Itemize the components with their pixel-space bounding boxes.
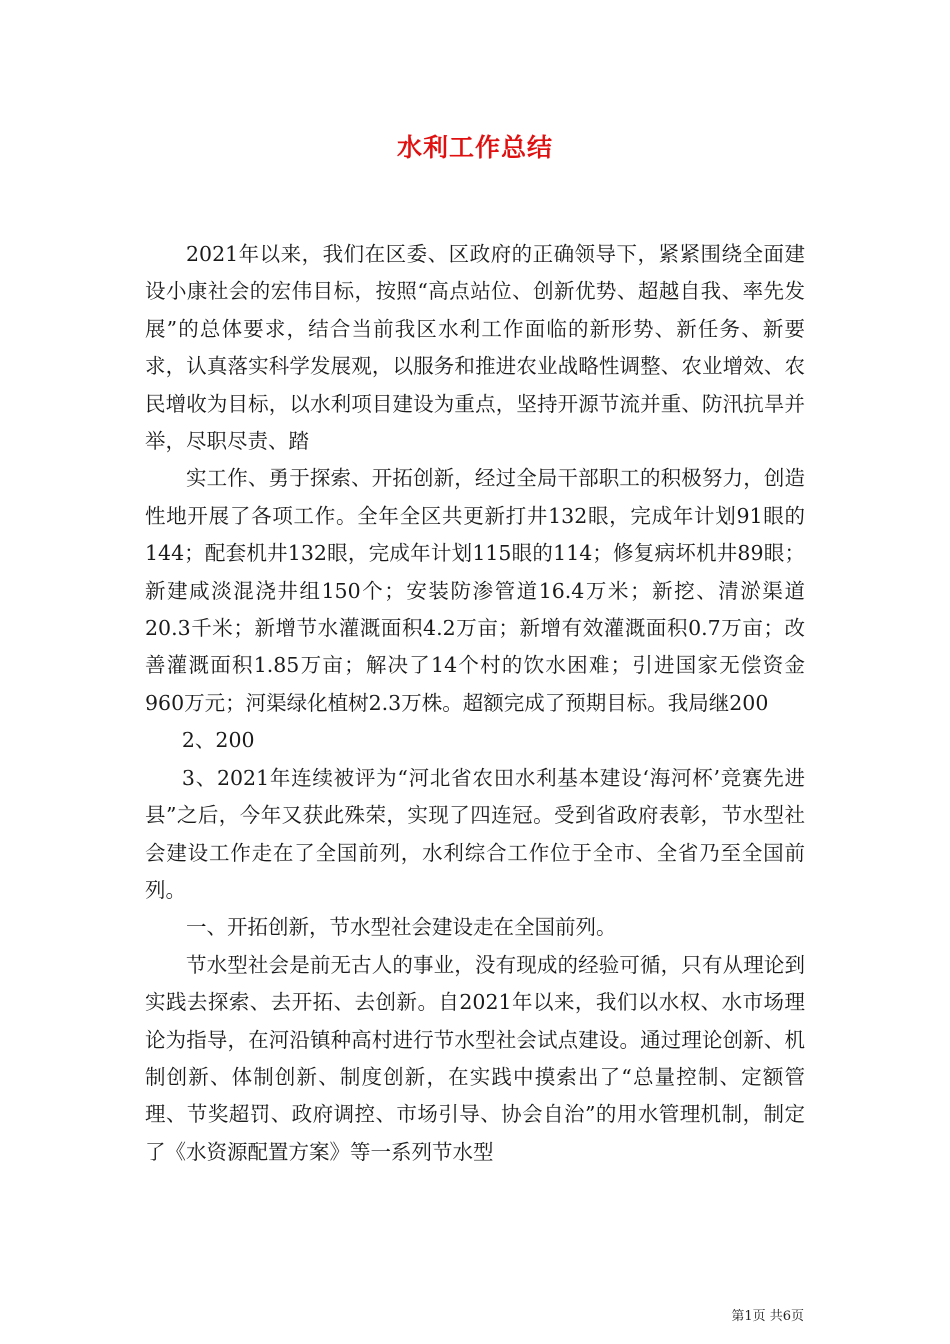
paragraph-item-3: 3、2021年连续被评为“河北省农田水利基本建设‘海河杯’竞赛先进县”之后，今年又获此殊荣，实现了四连冠。受到省政府表彰，节水型社会建设工作走在了全国前列，水利综合工作位于全市、全省乃至全国前列。 [145,765,805,902]
page-number: 第1页 共6页 [731,1309,804,1324]
paragraph-intro: 2021年以来，我们在区委、区政府的正确领导下，紧紧围绕全面建设小康社会的宏伟目标，按照“高点站位、创新优势、超越自我、率先发展”的总体要求，结合当前我区水利工作面临的新形势、新任务、新要求，认真落实科学发展观，以服务和推进农业战略性调整、农业增效、农民增收为目标，以水利项目建设为重点，坚持开源节流并重、防汛抗旱并举，尽职尽责、踏 [145,242,805,454]
document-title: 水利工作总结 [396,133,553,162]
paragraph-item-2: 2、200 [181,728,255,753]
document-body [145,236,805,1171]
section-heading-1: 一、开拓创新，节水型社会建设走在全国前列。 [186,915,617,940]
paragraph-water-saving: 节水型社会是前无古人的事业，没有现成的经验可循，只有从理论到实践去探索、去开拓、去创新。自2021年以来，我们以水权、水市场理论为指导，在河沿镇种高村进行节水型社会试点建设。通过理论创新、机制创新、体制创新、制度创新，在实践中摸索出了“总量控制、定额管理、节奖超罚、政府调控、市场引导、协会自治”的用水管理机制，制定了《水资源配置方案》等一系列节水型 [145,952,805,1164]
paragraph-achievements: 实工作、勇于探索、开拓创新，经过全局干部职工的积极努力，创造性地开展了各项工作。全年全区共更新打井132眼，完成年计划91眼的144；配套机井132眼，完成年计划115眼的114；修复病坏机井89眼；新建咸淡混浇井组150个；安装防渗管道16.4万米；新挖、清淤渠道20.3千米；新增节水灌溉面积4.2万亩；新增有效灌溉面积0.7万亩；改善灌溉面积1.85万亩；解决了14个村的饮水困难；引进国家无偿资金960万元；河渠绿化植树2.3万株。超额完成了预期目标。我局继200 [145,466,805,715]
